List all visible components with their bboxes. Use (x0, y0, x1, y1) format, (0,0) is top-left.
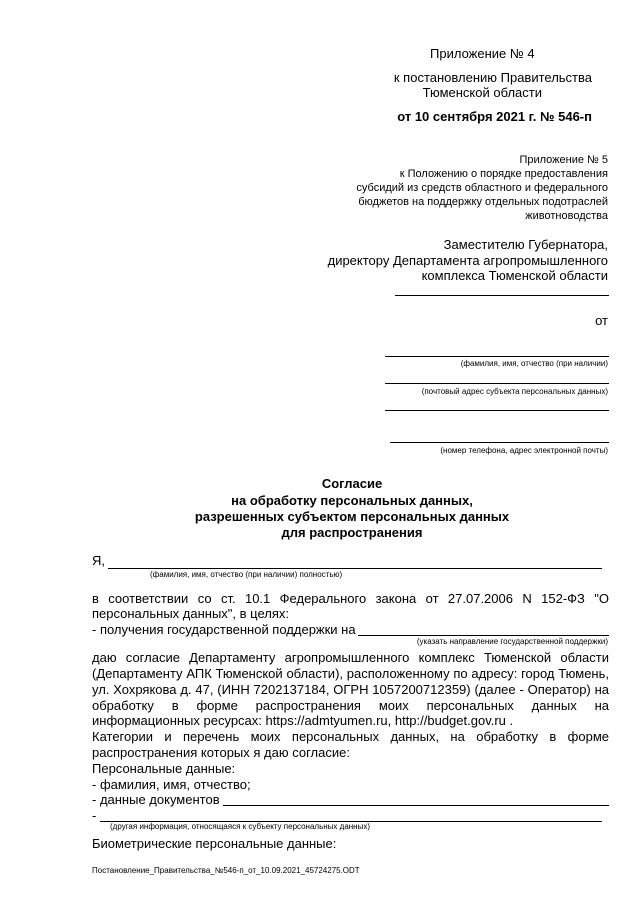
resolution-date-number: от 10 сентября 2021 г. № 546-п (397, 109, 592, 124)
addressee-fill-line (395, 295, 609, 296)
item-documents: - данные документов (92, 792, 220, 807)
sub-appendix-line: бюджетов на поддержку отдельных подотраслей (358, 196, 608, 208)
consent-title-line: для распространения (281, 525, 423, 540)
footer-filename: Постановление_Правительства_№546-п_от_10.09.2021_45724275.ODT (92, 866, 360, 875)
addressee-line: Заместителю Губернатора, (443, 237, 608, 252)
consent-paragraph-line: информационных ресурсах: https://admtyumen.ru, http://budget.gov.ru . (92, 713, 514, 728)
postal-fill-line (385, 383, 609, 384)
fio-full-fill-line (108, 568, 602, 569)
addressee-line: директору Департамента агропромышленного (327, 253, 608, 268)
fio-hint: (фамилия, имя, отчество (при наличии) (460, 359, 608, 368)
categories-line: Категории и перечень моих персональных данных, на обработку в форме (92, 729, 609, 744)
other-hint: (другая информация, относящаяся к субъекту персональных данных) (110, 822, 371, 831)
item-fio: - фамилия, имя, отчество; (92, 777, 251, 792)
consent-paragraph-line: ул. Хохрякова д. 47, (ИНН 7202137184, ОГРН 1057200712359) (далее - Оператор) на (92, 682, 609, 697)
resolution-line: к постановлению Правительства (393, 70, 592, 85)
postal-hint: (почтовый адрес субъекта персональных данных) (421, 387, 608, 396)
support-fill-line (358, 635, 609, 636)
law-line: в соответствии со ст. 10.1 Федерального закона от 27.07.2006 N 152-ФЗ "О (92, 591, 609, 606)
documents-fill-line (223, 805, 609, 806)
law-line: персональных данных", в целях: (92, 606, 289, 621)
support-purpose: - получения государственной поддержки на (92, 622, 356, 637)
fio-fill-line (385, 356, 609, 357)
consent-title-line: разрешенных субъектом персональных данных (194, 509, 510, 524)
addressee-line: комплекса Тюменской области (421, 268, 608, 283)
consent-paragraph-line: обработку в форме распространения моих персональных данных на (92, 698, 609, 713)
consent-title: Согласие (321, 476, 383, 491)
consent-paragraph-line: (Департаменту АПК Тюменской области), расположенному по адресу: город Тюмень, (92, 666, 609, 681)
sub-appendix-line: субсидий из средств областного и федерального (356, 182, 608, 194)
postal-fill-line-2 (385, 410, 609, 411)
consent-paragraph-line: даю согласие Департаменту агропромышленного комплекс Тюменской области (92, 650, 609, 665)
contact-fill-line (390, 442, 609, 443)
contact-hint: (номер телефона, адрес электронной почты) (440, 446, 608, 455)
item-other-dash: - (92, 808, 97, 823)
i-label: Я, (92, 553, 105, 568)
sub-appendix-title: Приложение № 5 (519, 154, 608, 166)
support-hint: (указать направление государственной поддержки) (416, 637, 608, 646)
from-label: от (595, 313, 608, 328)
biometric-label: Биометрические персональные данные: (92, 836, 337, 851)
sub-appendix-line: к Положению о порядке предоставления (399, 168, 608, 180)
categories-line: распространения которых я даю согласие: (92, 745, 350, 760)
consent-title-line: на обработку персональных данных, (231, 493, 473, 508)
fio-full-hint: (фамилия, имя, отчество (при наличии) полностью) (150, 570, 343, 579)
sub-appendix-line: животноводства (525, 210, 608, 222)
region-line: Тюменской области (422, 85, 542, 100)
personal-data-label: Персональные данные: (92, 761, 236, 776)
appendix-title: Приложение № 4 (430, 46, 535, 61)
